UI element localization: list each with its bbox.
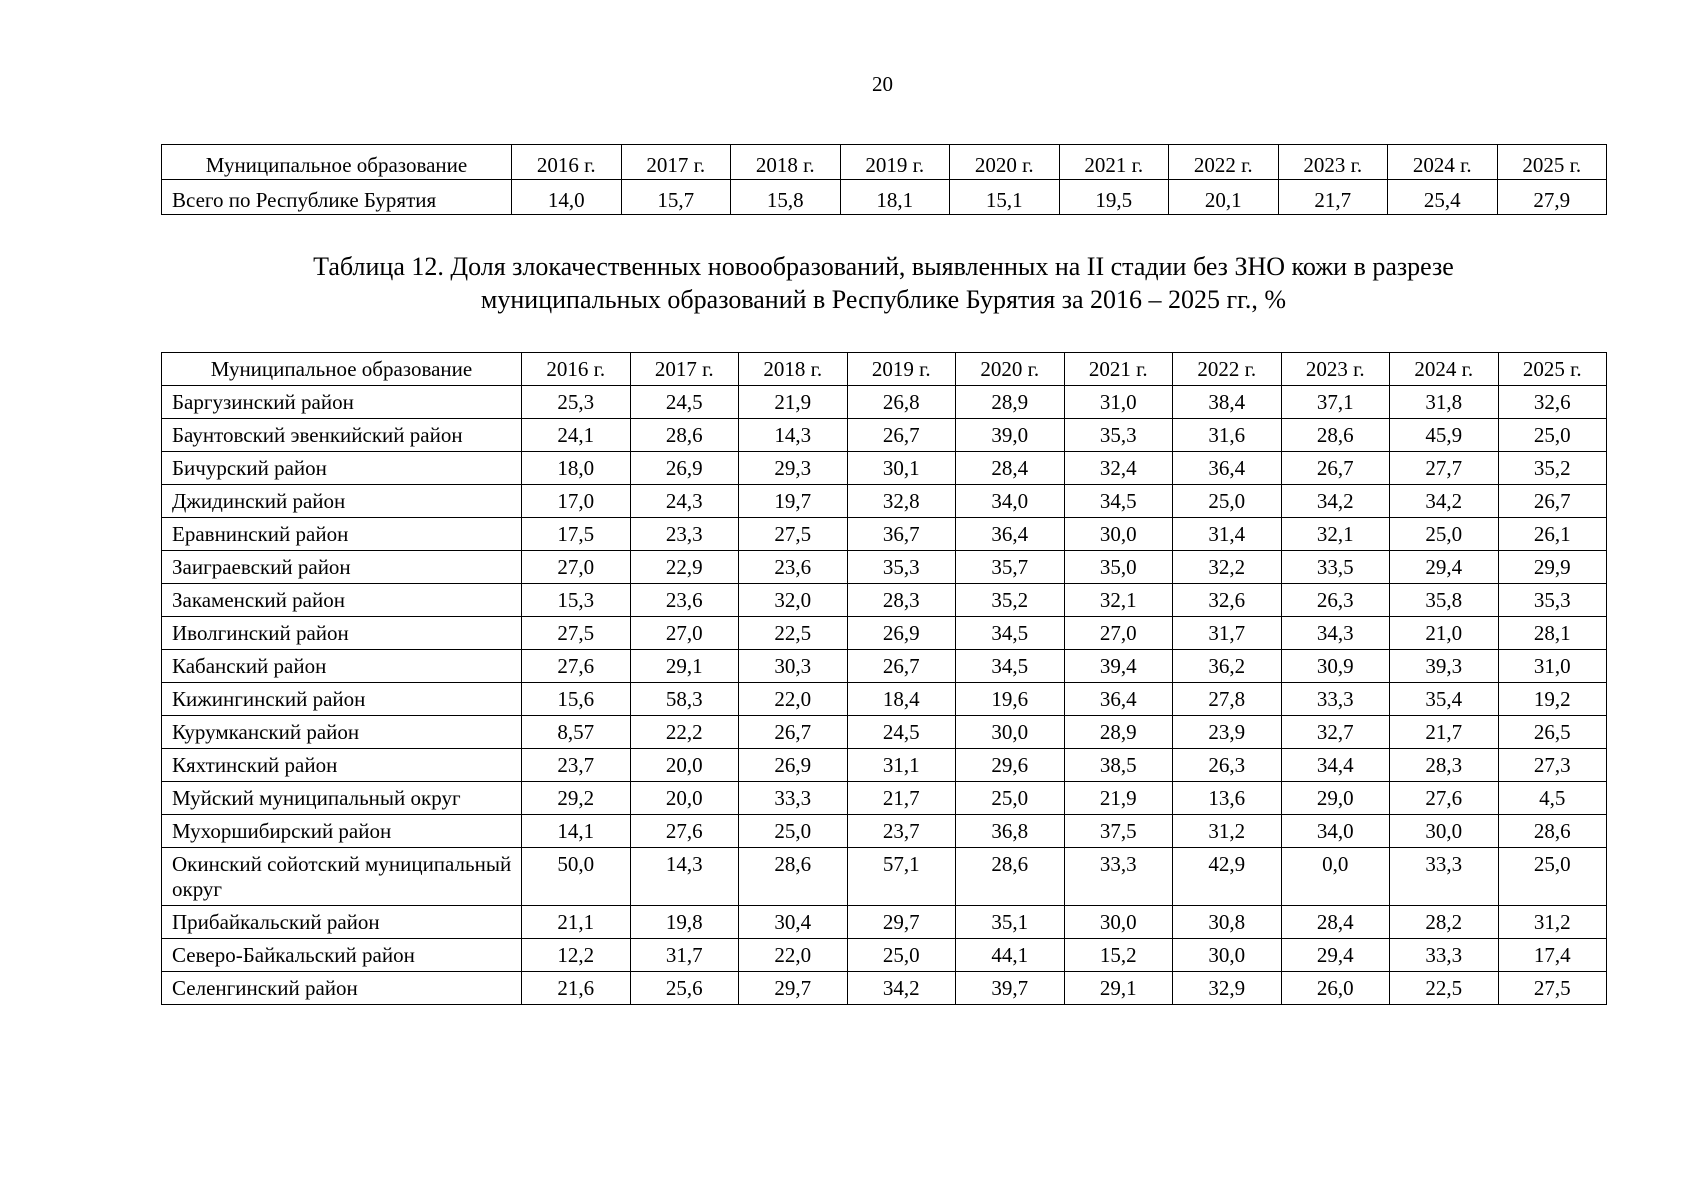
value-cell: 34,3 (1281, 617, 1390, 650)
value-cell: 25,0 (847, 939, 956, 972)
value-cell: 32,9 (1173, 972, 1282, 1005)
value-cell: 31,1 (847, 749, 956, 782)
value-cell: 27,3 (1498, 749, 1607, 782)
value-cell: 20,1 (1169, 180, 1279, 215)
column-header-year: 2021 г. (1059, 145, 1169, 180)
value-cell: 36,8 (956, 815, 1065, 848)
value-cell: 18,0 (522, 452, 631, 485)
value-cell: 32,7 (1281, 716, 1390, 749)
table-caption-line-2: муниципальных образований в Республике Бурятия за 2016 – 2025 гг., % (480, 285, 1287, 314)
municipality-name-cell: Кижингинский район (162, 683, 522, 716)
value-cell: 4,5 (1498, 782, 1607, 815)
table-row (162, 683, 1607, 716)
value-cell: 30,3 (739, 650, 848, 683)
value-cell: 25,0 (1390, 518, 1499, 551)
value-cell: 14,3 (630, 848, 739, 906)
value-cell: 29,2 (522, 782, 631, 815)
value-cell: 35,2 (1498, 452, 1607, 485)
value-cell: 28,6 (956, 848, 1065, 906)
value-cell: 35,3 (1498, 584, 1607, 617)
value-cell: 13,6 (1173, 782, 1282, 815)
municipality-name-cell: Северо-Байкальский район (162, 939, 522, 972)
value-cell: 27,6 (1390, 782, 1499, 815)
table-row (162, 782, 1607, 815)
value-cell: 35,0 (1064, 551, 1173, 584)
value-cell: 34,0 (1281, 815, 1390, 848)
header-row (162, 353, 1607, 386)
value-cell: 17,5 (522, 518, 631, 551)
value-cell: 35,1 (956, 906, 1065, 939)
value-cell: 25,6 (630, 972, 739, 1005)
value-cell: 34,5 (956, 617, 1065, 650)
value-cell: 34,2 (847, 972, 956, 1005)
value-cell: 24,5 (630, 386, 739, 419)
value-cell: 29,0 (1281, 782, 1390, 815)
value-cell: 15,3 (522, 584, 631, 617)
value-cell: 21,7 (1390, 716, 1499, 749)
value-cell: 30,0 (1173, 939, 1282, 972)
table-row (162, 972, 1607, 1005)
value-cell: 26,9 (739, 749, 848, 782)
value-cell: 39,0 (956, 419, 1065, 452)
value-cell: 58,3 (630, 683, 739, 716)
value-cell: 29,7 (847, 906, 956, 939)
column-header-year: 2019 г. (840, 145, 950, 180)
municipality-name-cell: Бичурский район (162, 452, 522, 485)
value-cell: 25,4 (1388, 180, 1498, 215)
value-cell: 14,3 (739, 419, 848, 452)
value-cell: 26,7 (739, 716, 848, 749)
value-cell: 22,5 (739, 617, 848, 650)
value-cell: 35,3 (1064, 419, 1173, 452)
value-cell: 31,7 (1173, 617, 1282, 650)
value-cell: 33,3 (739, 782, 848, 815)
value-cell: 38,4 (1173, 386, 1282, 419)
value-cell: 31,0 (1498, 650, 1607, 683)
value-cell: 33,3 (1281, 683, 1390, 716)
value-cell: 0,0 (1281, 848, 1390, 906)
value-cell: 25,0 (1173, 485, 1282, 518)
value-cell: 22,2 (630, 716, 739, 749)
district-table (161, 352, 1607, 1005)
value-cell: 24,1 (522, 419, 631, 452)
value-cell: 14,1 (522, 815, 631, 848)
municipality-name-cell: Кяхтинский район (162, 749, 522, 782)
value-cell: 35,2 (956, 584, 1065, 617)
value-cell: 37,1 (1281, 386, 1390, 419)
value-cell: 26,5 (1498, 716, 1607, 749)
table-row (162, 386, 1607, 419)
value-cell: 23,6 (630, 584, 739, 617)
value-cell: 28,9 (1064, 716, 1173, 749)
value-cell: 26,0 (1281, 972, 1390, 1005)
column-header-year: 2022 г. (1173, 353, 1282, 386)
value-cell: 32,4 (1064, 452, 1173, 485)
table-row (162, 650, 1607, 683)
value-cell: 26,3 (1281, 584, 1390, 617)
table-row (162, 518, 1607, 551)
column-header-year: 2021 г. (1064, 353, 1173, 386)
value-cell: 30,1 (847, 452, 956, 485)
value-cell: 27,6 (522, 650, 631, 683)
value-cell: 23,9 (1173, 716, 1282, 749)
value-cell: 28,9 (956, 386, 1065, 419)
table-row (162, 617, 1607, 650)
value-cell: 38,5 (1064, 749, 1173, 782)
column-header-year: 2024 г. (1390, 353, 1499, 386)
value-cell: 14,0 (512, 180, 622, 215)
value-cell: 35,3 (847, 551, 956, 584)
municipality-name-cell: Селенгинский район (162, 972, 522, 1005)
value-cell: 24,5 (847, 716, 956, 749)
table-row (162, 180, 1607, 215)
municipality-name-cell: Курумканский район (162, 716, 522, 749)
value-cell: 23,7 (847, 815, 956, 848)
value-cell: 26,7 (847, 650, 956, 683)
value-cell: 28,6 (1498, 815, 1607, 848)
value-cell: 27,0 (630, 617, 739, 650)
value-cell: 32,2 (1173, 551, 1282, 584)
value-cell: 23,7 (522, 749, 631, 782)
value-cell: 27,5 (522, 617, 631, 650)
district-table-body (162, 353, 1607, 1005)
value-cell: 23,3 (630, 518, 739, 551)
table-row (162, 584, 1607, 617)
value-cell: 31,2 (1173, 815, 1282, 848)
value-cell: 28,4 (1281, 906, 1390, 939)
table-row (162, 485, 1607, 518)
value-cell: 35,4 (1390, 683, 1499, 716)
header-row (162, 145, 1607, 180)
value-cell: 30,0 (1064, 518, 1173, 551)
value-cell: 30,9 (1281, 650, 1390, 683)
value-cell: 27,6 (630, 815, 739, 848)
value-cell: 32,1 (1281, 518, 1390, 551)
value-cell: 34,2 (1390, 485, 1499, 518)
value-cell: 28,4 (956, 452, 1065, 485)
value-cell: 27,5 (1498, 972, 1607, 1005)
value-cell: 36,4 (1064, 683, 1173, 716)
value-cell: 29,1 (1064, 972, 1173, 1005)
value-cell: 31,8 (1390, 386, 1499, 419)
column-header-year: 2025 г. (1498, 353, 1607, 386)
table-row (162, 419, 1607, 452)
column-header-year: 2019 г. (847, 353, 956, 386)
value-cell: 20,0 (630, 749, 739, 782)
value-cell: 22,0 (739, 683, 848, 716)
column-header-year: 2020 г. (950, 145, 1060, 180)
column-header-year: 2016 г. (522, 353, 631, 386)
table-row (162, 551, 1607, 584)
value-cell: 37,5 (1064, 815, 1173, 848)
value-cell: 21,9 (739, 386, 848, 419)
value-cell: 24,3 (630, 485, 739, 518)
value-cell: 31,2 (1498, 906, 1607, 939)
value-cell: 31,7 (630, 939, 739, 972)
municipality-name-cell: Мухоршибирский район (162, 815, 522, 848)
value-cell: 25,0 (1498, 848, 1607, 906)
value-cell: 27,0 (522, 551, 631, 584)
value-cell: 29,1 (630, 650, 739, 683)
value-cell: 29,4 (1390, 551, 1499, 584)
value-cell: 26,7 (847, 419, 956, 452)
value-cell: 29,6 (956, 749, 1065, 782)
municipality-name-cell: Иволгинский район (162, 617, 522, 650)
value-cell: 27,7 (1390, 452, 1499, 485)
value-cell: 31,4 (1173, 518, 1282, 551)
value-cell: 39,4 (1064, 650, 1173, 683)
value-cell: 28,6 (739, 848, 848, 906)
value-cell: 19,6 (956, 683, 1065, 716)
municipality-name-cell: Баунтовский эвенкийский район (162, 419, 522, 452)
value-cell: 39,7 (956, 972, 1065, 1005)
value-cell: 28,2 (1390, 906, 1499, 939)
value-cell: 29,3 (739, 452, 848, 485)
value-cell: 22,9 (630, 551, 739, 584)
page-number: 20 (872, 72, 893, 96)
value-cell: 34,0 (956, 485, 1065, 518)
value-cell: 33,5 (1281, 551, 1390, 584)
municipality-name-cell: Заиграевский район (162, 551, 522, 584)
value-cell: 26,1 (1498, 518, 1607, 551)
value-cell: 32,6 (1498, 386, 1607, 419)
value-cell: 19,2 (1498, 683, 1607, 716)
municipality-name-cell: Еравнинский район (162, 518, 522, 551)
value-cell: 32,0 (739, 584, 848, 617)
value-cell: 28,3 (1390, 749, 1499, 782)
value-cell: 30,0 (1064, 906, 1173, 939)
value-cell: 34,5 (956, 650, 1065, 683)
value-cell: 35,7 (956, 551, 1065, 584)
value-cell: 22,0 (739, 939, 848, 972)
value-cell: 33,3 (1390, 848, 1499, 906)
column-header-year: 2024 г. (1388, 145, 1498, 180)
value-cell: 31,0 (1064, 386, 1173, 419)
table-row (162, 848, 1607, 906)
value-cell: 32,6 (1173, 584, 1282, 617)
value-cell: 15,7 (621, 180, 731, 215)
value-cell: 28,3 (847, 584, 956, 617)
table-row (162, 716, 1607, 749)
value-cell: 27,9 (1497, 180, 1607, 215)
value-cell: 25,0 (739, 815, 848, 848)
municipality-name-cell: Джидинский район (162, 485, 522, 518)
value-cell: 21,0 (1390, 617, 1499, 650)
column-header-municipality: Муниципальное образование (162, 145, 512, 180)
value-cell: 25,0 (1498, 419, 1607, 452)
summary-table (161, 144, 1607, 215)
value-cell: 21,7 (847, 782, 956, 815)
value-cell: 25,3 (522, 386, 631, 419)
value-cell: 44,1 (956, 939, 1065, 972)
summary-table-body (162, 145, 1607, 215)
value-cell: 21,9 (1064, 782, 1173, 815)
column-header-year: 2017 г. (630, 353, 739, 386)
municipality-name-cell: Кабанский район (162, 650, 522, 683)
column-header-year: 2018 г. (739, 353, 848, 386)
value-cell: 26,7 (1498, 485, 1607, 518)
value-cell: 39,3 (1390, 650, 1499, 683)
value-cell: 36,4 (956, 518, 1065, 551)
value-cell: 17,4 (1498, 939, 1607, 972)
value-cell: 15,1 (950, 180, 1060, 215)
value-cell: 34,4 (1281, 749, 1390, 782)
table-row (162, 906, 1607, 939)
value-cell: 19,8 (630, 906, 739, 939)
value-cell: 42,9 (1173, 848, 1282, 906)
value-cell: 18,4 (847, 683, 956, 716)
value-cell: 34,5 (1064, 485, 1173, 518)
value-cell: 32,1 (1064, 584, 1173, 617)
value-cell: 30,0 (1390, 815, 1499, 848)
value-cell: 36,7 (847, 518, 956, 551)
value-cell: 8,57 (522, 716, 631, 749)
value-cell: 28,6 (1281, 419, 1390, 452)
value-cell: 20,0 (630, 782, 739, 815)
table-row (162, 749, 1607, 782)
value-cell: 36,4 (1173, 452, 1282, 485)
column-header-year: 2022 г. (1169, 145, 1279, 180)
value-cell: 17,0 (522, 485, 631, 518)
table-row (162, 939, 1607, 972)
table-row (162, 815, 1607, 848)
value-cell: 21,6 (522, 972, 631, 1005)
value-cell: 29,9 (1498, 551, 1607, 584)
value-cell: 21,1 (522, 906, 631, 939)
value-cell: 19,7 (739, 485, 848, 518)
value-cell: 15,8 (731, 180, 841, 215)
column-header-year: 2023 г. (1281, 353, 1390, 386)
column-header-year: 2023 г. (1278, 145, 1388, 180)
value-cell: 33,3 (1390, 939, 1499, 972)
value-cell: 27,5 (739, 518, 848, 551)
value-cell: 19,5 (1059, 180, 1169, 215)
value-cell: 50,0 (522, 848, 631, 906)
column-header-municipality: Муниципальное образование (162, 353, 522, 386)
value-cell: 26,3 (1173, 749, 1282, 782)
value-cell: 15,2 (1064, 939, 1173, 972)
value-cell: 28,1 (1498, 617, 1607, 650)
municipality-name-cell: Муйский муниципальный округ (162, 782, 522, 815)
value-cell: 33,3 (1064, 848, 1173, 906)
value-cell: 27,0 (1064, 617, 1173, 650)
value-cell: 34,2 (1281, 485, 1390, 518)
value-cell: 35,8 (1390, 584, 1499, 617)
value-cell: 32,8 (847, 485, 956, 518)
municipality-name-cell: Всего по Республике Бурятия (162, 180, 512, 215)
municipality-name-cell: Окинский сойотский муниципальный округ (162, 848, 522, 906)
value-cell: 29,7 (739, 972, 848, 1005)
table-row (162, 452, 1607, 485)
value-cell: 21,7 (1278, 180, 1388, 215)
value-cell: 22,5 (1390, 972, 1499, 1005)
table-caption (161, 250, 1606, 316)
value-cell: 25,0 (956, 782, 1065, 815)
municipality-name-cell: Закаменский район (162, 584, 522, 617)
municipality-name-cell: Прибайкальский район (162, 906, 522, 939)
column-header-year: 2020 г. (956, 353, 1065, 386)
value-cell: 26,9 (847, 617, 956, 650)
value-cell: 26,9 (630, 452, 739, 485)
value-cell: 31,6 (1173, 419, 1282, 452)
column-header-year: 2016 г. (512, 145, 622, 180)
value-cell: 12,2 (522, 939, 631, 972)
value-cell: 30,4 (739, 906, 848, 939)
value-cell: 57,1 (847, 848, 956, 906)
value-cell: 30,0 (956, 716, 1065, 749)
value-cell: 26,7 (1281, 452, 1390, 485)
column-header-year: 2025 г. (1497, 145, 1607, 180)
value-cell: 45,9 (1390, 419, 1499, 452)
column-header-year: 2017 г. (621, 145, 731, 180)
value-cell: 18,1 (840, 180, 950, 215)
value-cell: 28,6 (630, 419, 739, 452)
value-cell: 15,6 (522, 683, 631, 716)
table-caption-line-1: Таблица 12. Доля злокачественных новообразований, выявленных на II стадии без ЗНО кожи в разрезе (313, 252, 1454, 281)
municipality-name-cell: Баргузинский район (162, 386, 522, 419)
value-cell: 26,8 (847, 386, 956, 419)
value-cell: 36,2 (1173, 650, 1282, 683)
value-cell: 27,8 (1173, 683, 1282, 716)
value-cell: 30,8 (1173, 906, 1282, 939)
value-cell: 29,4 (1281, 939, 1390, 972)
column-header-year: 2018 г. (731, 145, 841, 180)
value-cell: 23,6 (739, 551, 848, 584)
